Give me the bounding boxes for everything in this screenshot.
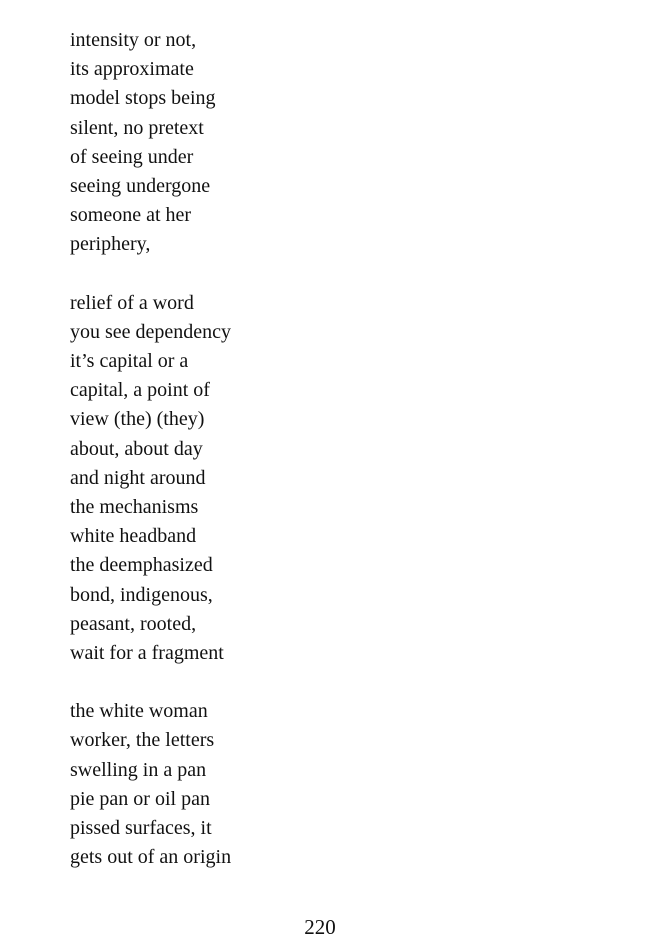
poem-line: capital, a point of [70, 379, 210, 402]
poem-line: intensity or not, [70, 29, 197, 51]
poem-line: someone at her [70, 204, 192, 227]
poem-line: bond, indigenous, [70, 583, 213, 606]
poem-line: white headband [70, 525, 197, 548]
poem-line: pie pan or oil pan [70, 787, 210, 810]
poem-line: gets out of an origin [70, 846, 232, 869]
stanza-2 [70, 289, 231, 669]
poem-line: relief of a word [70, 291, 194, 314]
poem-line: view (the) (they) [70, 408, 205, 431]
poem-line: and night around [70, 466, 206, 489]
poem-line: the white woman [70, 700, 208, 723]
poem-line: you see dependency [70, 320, 232, 343]
poem-line: worker, the letters [70, 729, 215, 752]
stanza-3 [70, 697, 231, 872]
poem-line: of seeing under [70, 145, 194, 168]
poem-line: about, about day [70, 437, 203, 460]
poem-line: model stops being [70, 87, 216, 110]
poem-line: seeing undergone [70, 175, 211, 198]
poem-line: the deemphasized [70, 554, 213, 577]
poem-line: it’s capital or a [70, 350, 189, 373]
poem-line: peasant, rooted, [70, 612, 197, 635]
stanza-1 [70, 26, 231, 260]
poem-body [70, 26, 231, 901]
poem-line: pissed surfaces, it [70, 817, 212, 840]
poem-line: the mechanisms [70, 496, 199, 519]
poem-line: silent, no pretext [70, 116, 204, 139]
poem-line: swelling in a pan [70, 758, 207, 781]
poem-line: wait for a fragment [70, 642, 224, 665]
page-number: 220 [304, 915, 336, 939]
poem-line: its approximate [70, 58, 194, 81]
poem-line: periphery, [70, 233, 151, 256]
